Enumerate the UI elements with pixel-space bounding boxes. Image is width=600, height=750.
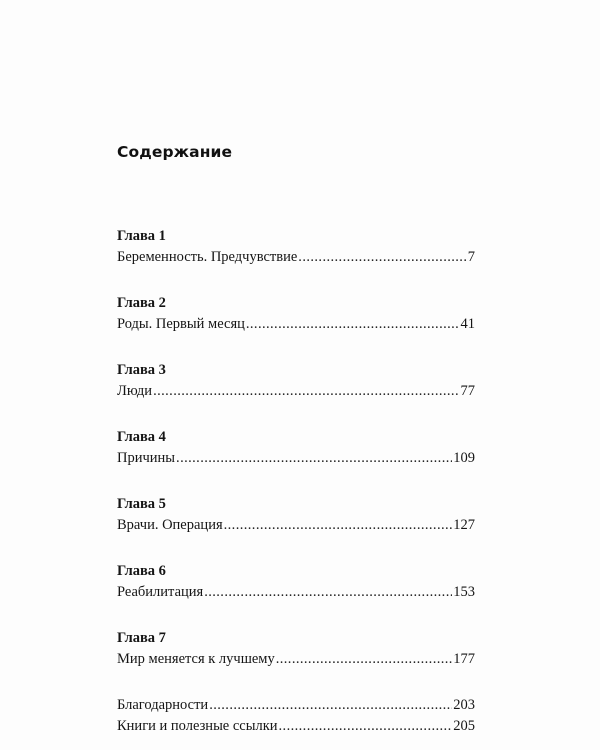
page-number: 153 bbox=[453, 584, 475, 600]
toc-heading: Содержание bbox=[117, 143, 233, 161]
page-number: 203 bbox=[453, 697, 475, 713]
dot-leader bbox=[204, 582, 452, 602]
table-of-contents bbox=[117, 226, 475, 737]
chapter-label: Глава 3 bbox=[117, 362, 166, 378]
dot-leader bbox=[176, 448, 452, 468]
toc-entry[interactable] bbox=[117, 649, 475, 669]
chapter-label: Глава 2 bbox=[117, 295, 166, 311]
toc-chapter-3 bbox=[117, 360, 475, 401]
entry-title: Книги и полезные ссылки bbox=[117, 718, 278, 734]
entry-title: Реабилитация bbox=[117, 584, 204, 600]
entry-title: Люди bbox=[117, 383, 153, 399]
dot-leader bbox=[276, 649, 453, 669]
toc-entry-books-and-links[interactable] bbox=[117, 716, 475, 736]
page-number: 7 bbox=[467, 249, 475, 265]
entry-title: Врачи. Операция bbox=[117, 517, 223, 533]
page-number: 127 bbox=[453, 517, 475, 533]
dot-leader bbox=[298, 247, 466, 267]
toc-chapter-4 bbox=[117, 427, 475, 468]
chapter-label: Глава 7 bbox=[117, 630, 166, 646]
page-number: 177 bbox=[453, 651, 475, 667]
toc-entry[interactable] bbox=[117, 247, 475, 267]
entry-title: Благодарности bbox=[117, 697, 209, 713]
dot-leader bbox=[224, 515, 453, 535]
toc-extras bbox=[117, 695, 475, 736]
page-number: 205 bbox=[453, 718, 475, 734]
toc-entry[interactable] bbox=[117, 582, 475, 602]
chapter-label: Глава 5 bbox=[117, 496, 166, 512]
toc-entry-acknowledgements[interactable] bbox=[117, 695, 475, 715]
chapter-label: Глава 4 bbox=[117, 429, 166, 445]
page-number: 41 bbox=[460, 316, 475, 332]
toc-entry[interactable] bbox=[117, 381, 475, 401]
entry-title: Мир меняется к лучшему bbox=[117, 651, 275, 667]
toc-chapter-7 bbox=[117, 628, 475, 669]
dot-leader bbox=[209, 695, 452, 715]
toc-entry[interactable] bbox=[117, 314, 475, 334]
page-number: 77 bbox=[460, 383, 475, 399]
toc-entry[interactable] bbox=[117, 515, 475, 535]
page-number: 109 bbox=[453, 450, 475, 466]
chapter-label: Глава 6 bbox=[117, 563, 166, 579]
entry-title: Беременность. Предчувствие bbox=[117, 249, 298, 265]
entry-title: Роды. Первый месяц bbox=[117, 316, 245, 332]
toc-entry[interactable] bbox=[117, 448, 475, 468]
dot-leader bbox=[246, 314, 460, 334]
toc-chapter-5 bbox=[117, 494, 475, 535]
dot-leader bbox=[153, 381, 459, 401]
toc-chapter-1 bbox=[117, 226, 475, 267]
entry-title: Причины bbox=[117, 450, 176, 466]
toc-chapter-2 bbox=[117, 293, 475, 334]
chapter-label: Глава 1 bbox=[117, 228, 166, 244]
toc-chapter-6 bbox=[117, 561, 475, 602]
dot-leader bbox=[279, 716, 453, 736]
